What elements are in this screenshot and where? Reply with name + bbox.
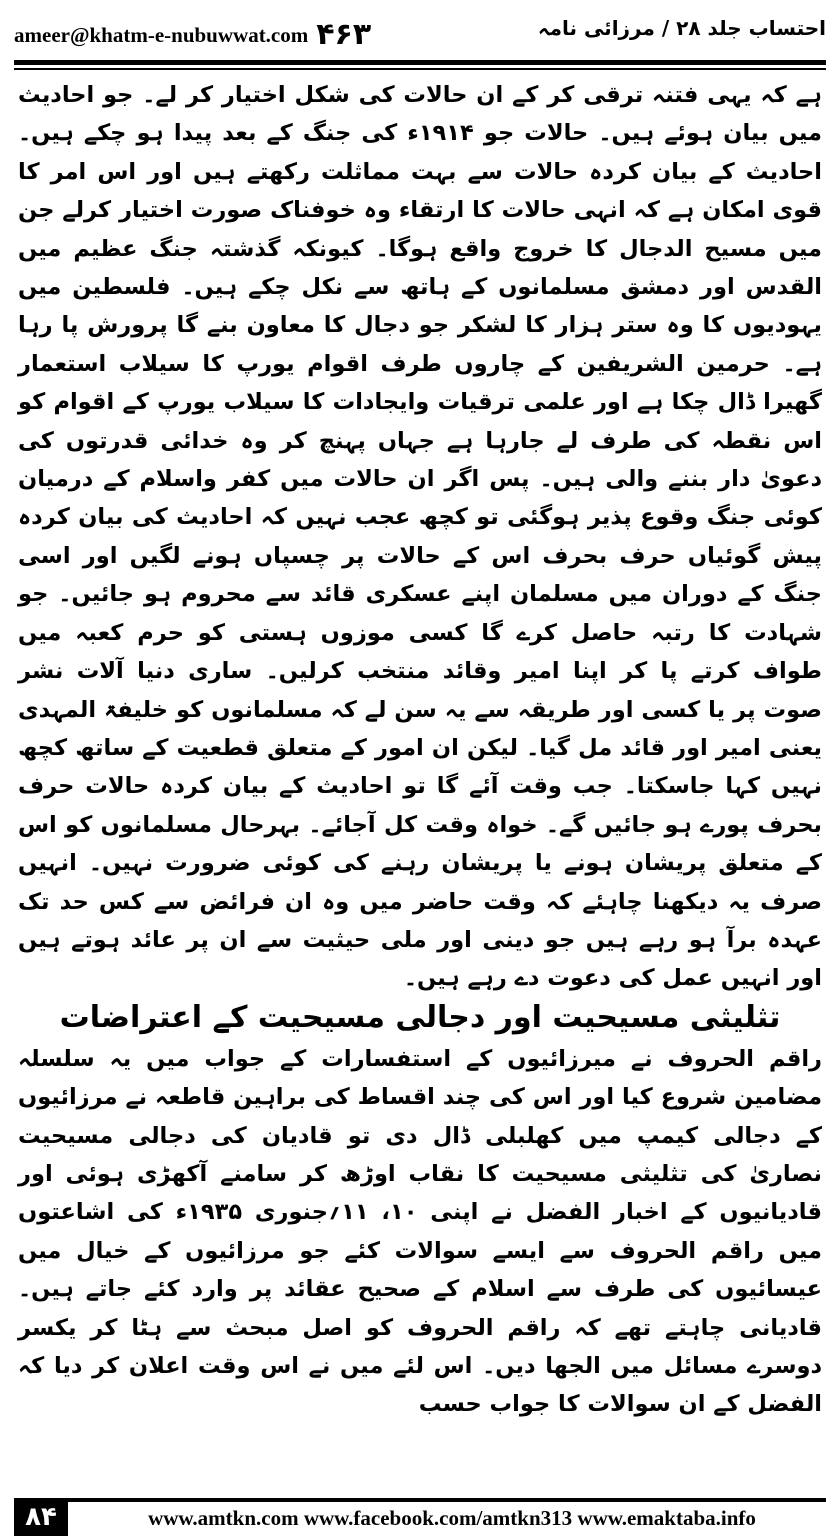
paragraph-1: ہے کہ یہی فتنہ ترقی کر کے ان حالات کی شکل اختیار کر لے۔ جو احادیث میں بیان ہوئے ہیں۔ حالات جو ۱۹۱۴ء کی جنگ کے بعد پیدا ہو چکے ہیں۔ احادیث کے بیان کردہ حالات سے بہت مماثلت رکھتے ہیں اور اس امر کا قوی امکان ہے کہ انہی حالات کا ارتقاء وہ خوفناک صورت اختیار کرلے جن میں مسیح الدجال کا خروج واقع ہوگا۔ کیونکہ گذشتہ جنگ عظیم میں القدس اور دمشق مسلمانوں کے ہاتھ سے نکل چکے ہیں۔ فلسطین میں یہودیوں کا وہ ستر ہزار کا لشکر جو دجال کا معاون بنے گا پرورش پا رہا ہے۔ حرمین الشریفین کے چاروں طرف اقوام یورپ کا سیلاب استعمار گھیرا ڈال چکا ہے اور علمی ترقیات وایجادات کا سیلاب یورپ کے اقوام کو اس نقطہ کی طرف لے جارہا ہے جہاں پہنچ کر وہ خدائی قدرتوں کی دعویٰ دار بننے والی ہیں۔ پس اگر ان حالات میں کفر واسلام کے درمیان کوئی جنگ وقوع پذیر ہوگئی تو کچھ عجب نہیں کہ احادیث کی بیان کردہ پیش گوئیاں حرف بحرف اس کے حالات پر چسپاں ہونے لگیں اور اسی جنگ کے دوران میں مسلمان اپنے عسکری قائد سے محروم ہو جائیں۔ جو شہادت کا رتبہ حاصل کرے گا کسی موزوں ہستی کو حرم کعبہ میں طواف کرتے پا کر اپنا امیر وقائد منتخب کرلیں۔ ساری دنیا آلات نشر صوت پر یا کسی اور طریقہ سے یہ سن لے کہ مسلمانوں کو خلیفۃ المہدی یعنی امیر اور قائد مل گیا۔ لیکن ان امور کے متعلق قطعیت کے ساتھ کچھ نہیں کہا جاسکتا۔ جب وقت آئے گا تو احادیث کے بیان کردہ حالات حرف بحرف پورے ہو جائیں گے۔ خواہ وقت کل آجائے۔ بہرحال مسلمانوں کو اس کے متعلق پریشان ہونے یا پریشان رہنے کی کوئی ضرورت نہیں۔ انہیں صرف یہ دیکھنا چاہئے کہ وقت حاضر میں وہ ان فرائض سے کس حد تک عہدہ برآ ہو رہے ہیں جو دینی اور ملی حیثیت سے ان پر عائد ہوتے ہیں اور انہیں عمل کی دعوت دے رہے ہیں۔ [18, 82, 822, 992]
section-heading: تثلیثی مسیحیت اور دجالی مسیحیت کے اعتراضات [59, 999, 781, 1035]
footer-page-number: ۸۴ [14, 1498, 68, 1536]
header-book-title: احتساب جلد ۲۸ / مرزائی نامہ [537, 16, 826, 40]
page-header [14, 10, 826, 58]
footer-rule [68, 1498, 826, 1502]
footer-links[interactable]: www.amtkn.com www.facebook.com/amtkn313 www.emaktaba.info [148, 1506, 756, 1530]
header-rule-thick [14, 60, 826, 65]
page-footer [0, 1494, 840, 1540]
header-page-number: ۴۶۳ [316, 17, 372, 52]
page-content [18, 76, 822, 1424]
paragraph-2: راقم الحروف نے میرزائیوں کے استفسارات کے جواب میں یہ سلسلہ مضامین شروع کیا اور اس کی چند اقساط کی براہین قاطعہ نے مرزائیوں کے دجالی کیمپ میں کھلبلی ڈال دی تو قادیان کی دجالی مسیحیت نصاریٰ کی تثلیثی مسیحیت کا نقاب اوڑھ کر سامنے آکھڑی ہوئی اور قادیانیوں کے اخبار الفضل نے اپنی ۱۰، ۱۱؍جنوری ۱۹۳۵ء کی اشاعتوں میں راقم الحروف سے ایسے سوالات کئے جو مرزائیوں کے خیال میں عیسائیوں کی طرف سے اسلام کے صحیح عقائد پر وارد کئے جاتے ہیں۔ قادیانی چاہتے تھے کہ راقم الحروف کو اصل مبحث سے ہٹا کر یکسر دوسرے مسائل میں الجھا دیں۔ اس لئے میں نے اس وقت اعلان کر دیا کہ الفضل کے ان سوالات کا جواب حسب [18, 1045, 822, 1418]
header-rule-thin [14, 68, 826, 70]
header-left [14, 17, 372, 52]
header-email[interactable]: ameer@khatm-e-nubuwwat.com [14, 22, 309, 47]
